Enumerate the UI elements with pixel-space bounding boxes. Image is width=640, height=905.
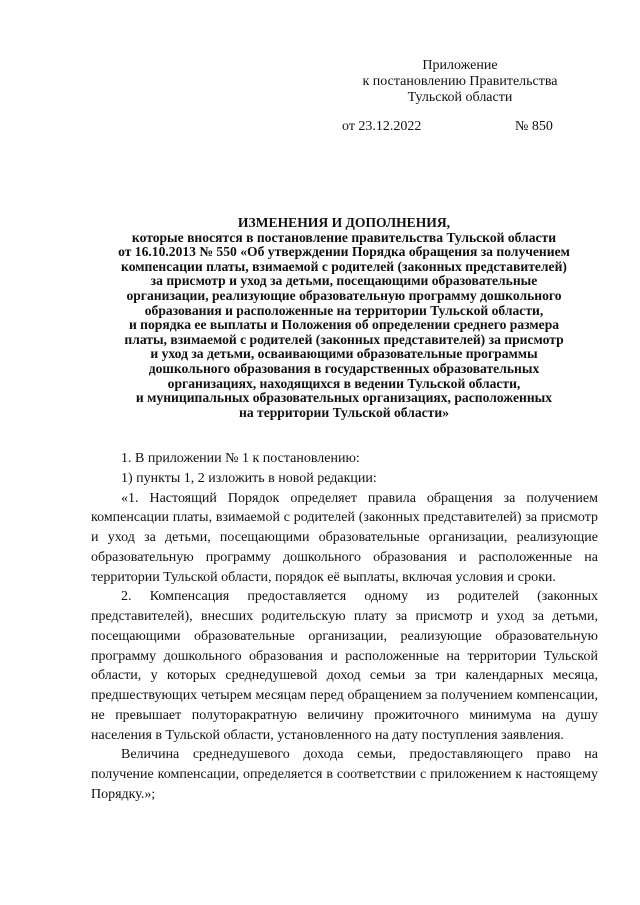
heading-line: компенсации платы, взимаемой с родителей (законных представителей) (121, 258, 567, 274)
heading-line: и порядка ее выплаты и Положения об определении среднего размера (128, 317, 560, 333)
heading-line: за присмотр и уход за детьми, посещающими образовательные (150, 273, 538, 289)
heading-line: и уход за детьми, осваивающими образовательные программы (150, 346, 538, 362)
order-date: от 23.12.2022 (342, 119, 422, 134)
annex-region: Тульской области (407, 90, 513, 105)
body-paragraph: 2. Компенсация предоставляется одному из родителей (законных представителей), внесших родительскую плату за присмотр и уход за детьми, посещающими образовательные организации, реализующие образовательную программу дошкольного образования и расположенные на территории Тульской области, у которых среднедушевой доход семьи за три календарных месяца, предшествующих четырем месяцам перед обращением за получением компенсации, не превышает полуторакратную величину прожиточного минимума на душу населения в Тульской области, установленного на дату поступления заявления. (91, 589, 598, 743)
annex-block (330, 58, 590, 106)
heading-line: ИЗМЕНЕНИЯ И ДОПОЛНЕНИЯ, (237, 215, 451, 230)
body-paragraph: «1. Настоящий Порядок определяет правила обращения за получением компенсации платы, взимаемой с родителей (законных представителей) за присмотр и уход за детьми, посещающими образовательные организации, реализующие образовательную программу дошкольного образования и расположенные на территории Тульской области, порядок её выплаты, включая условия и сроки. (91, 490, 598, 585)
annex-title: Приложение (422, 58, 498, 73)
heading-line: дошкольного образования в государственных образовательных (148, 360, 540, 376)
heading-line: платы, взимаемой с родителей (законных представителей) за присмотр (124, 331, 564, 347)
heading-line: организациях, находящихся в ведении Тульской области, (167, 375, 521, 391)
annex-reference: к постановлению Правительства (362, 74, 558, 89)
heading-line: и муниципальных образовательных организациях, расположенных (135, 390, 553, 406)
heading-line: которые вносятся в постановление правительства Тульской области (131, 229, 557, 245)
heading-line: организации, реализующие образовательную программу дошкольного (126, 287, 562, 303)
document-body (91, 449, 598, 805)
heading-line: образования и расположенные на территории Тульской области, (144, 302, 544, 318)
document-heading (86, 216, 602, 420)
order-number: № 850 (515, 119, 553, 134)
body-paragraph: Величина среднедушевого дохода семьи, предоставляющего право на получение компенсации, определяется в соответствии с приложением к настоящему Порядку.»; (91, 747, 598, 802)
heading-line: на территории Тульской области» (238, 404, 449, 420)
heading-line: от 16.10.2013 № 550 «Об утверждении Порядка обращения за получением (118, 244, 570, 260)
body-paragraph: 1) пункты 1, 2 изложить в новой редакции: (121, 470, 377, 486)
body-paragraph: 1. В приложении № 1 к постановлению: (121, 451, 360, 466)
